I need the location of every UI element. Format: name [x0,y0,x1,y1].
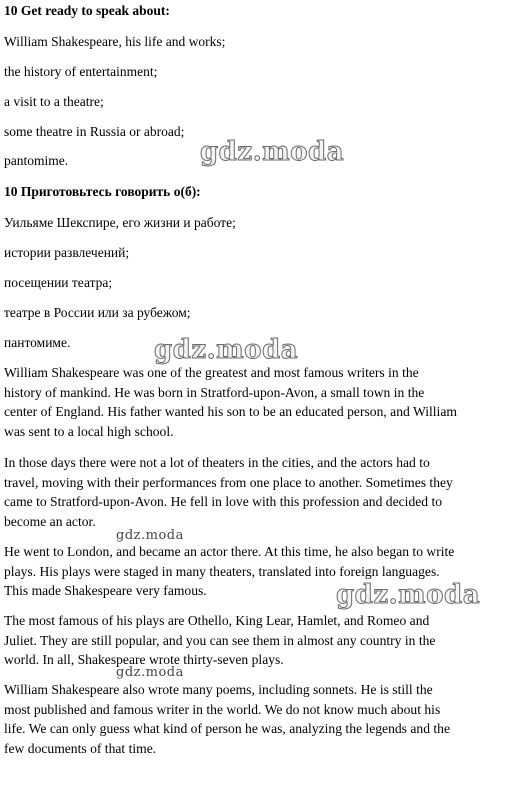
topic-en-1: William Shakespeare, his life and works; [4,34,226,49]
watermark: gdz.moda [116,665,184,680]
topic-en-3: a visit to a theatre; [4,94,104,109]
watermark: gdz.moda [336,580,481,610]
topic-en-4: some theatre in Russia or abroad; [4,124,185,139]
topic-en-2: the history of entertainment; [4,64,158,79]
topic-ru-4: театре в России или за рубежом; [4,305,191,320]
article-paragraph-5: William Shakespeare also wrote many poems, including sonnets. He is still the most published and famous writer in the world. We do not know much about his life. We can only guess what kind of person he was, analyzing the legends and the few documents of that time. [4,682,450,756]
topic-ru-2: истории развлечений; [4,245,130,260]
topic-ru-1: Уильяме Шекспире, его жизни и работе; [4,215,236,230]
article-paragraph-2: In those days there were not a lot of theaters in the cities, and the actors had to travel, moving with their performances from one place to another. Sometimes they came to Stratford-upon-Avon. He fell in love with this profession and decided to become an actor. [4,455,453,529]
topic-ru-5: пантомиме. [4,335,71,350]
watermark: gdz.moda [200,137,345,167]
watermark: gdz.moda [154,335,299,365]
topic-ru-3: посещении театра; [4,275,113,290]
topic-en-5: pantomime. [4,153,69,168]
watermark: gdz.moda [116,528,184,543]
exercise-heading-ru: 10 Приготовьтесь говорить о(б): [4,184,201,199]
exercise-heading-en: 10 Get ready to speak about: [4,3,170,18]
article-paragraph-1: William Shakespeare was one of the greatest and most famous writers in the history of mankind. He was born in Stratford-upon-Avon, a small town in the center of England. His father wanted his son to be an educated person, and William was sent to a local high school. [4,365,457,439]
article-paragraph-3: He went to London, and became an actor there. At this time, he also began to write plays. His plays were staged in many theaters, translated into foreign languages. This made Shakespeare very famous. [4,544,455,599]
article-paragraph-4: The most famous of his plays are Othello, King Lear, Hamlet, and Romeo and Juliet. They are still popular, and you can see them in almost any country in the world. In all, Shakespeare wrote thirty-seven plays. [4,613,436,668]
